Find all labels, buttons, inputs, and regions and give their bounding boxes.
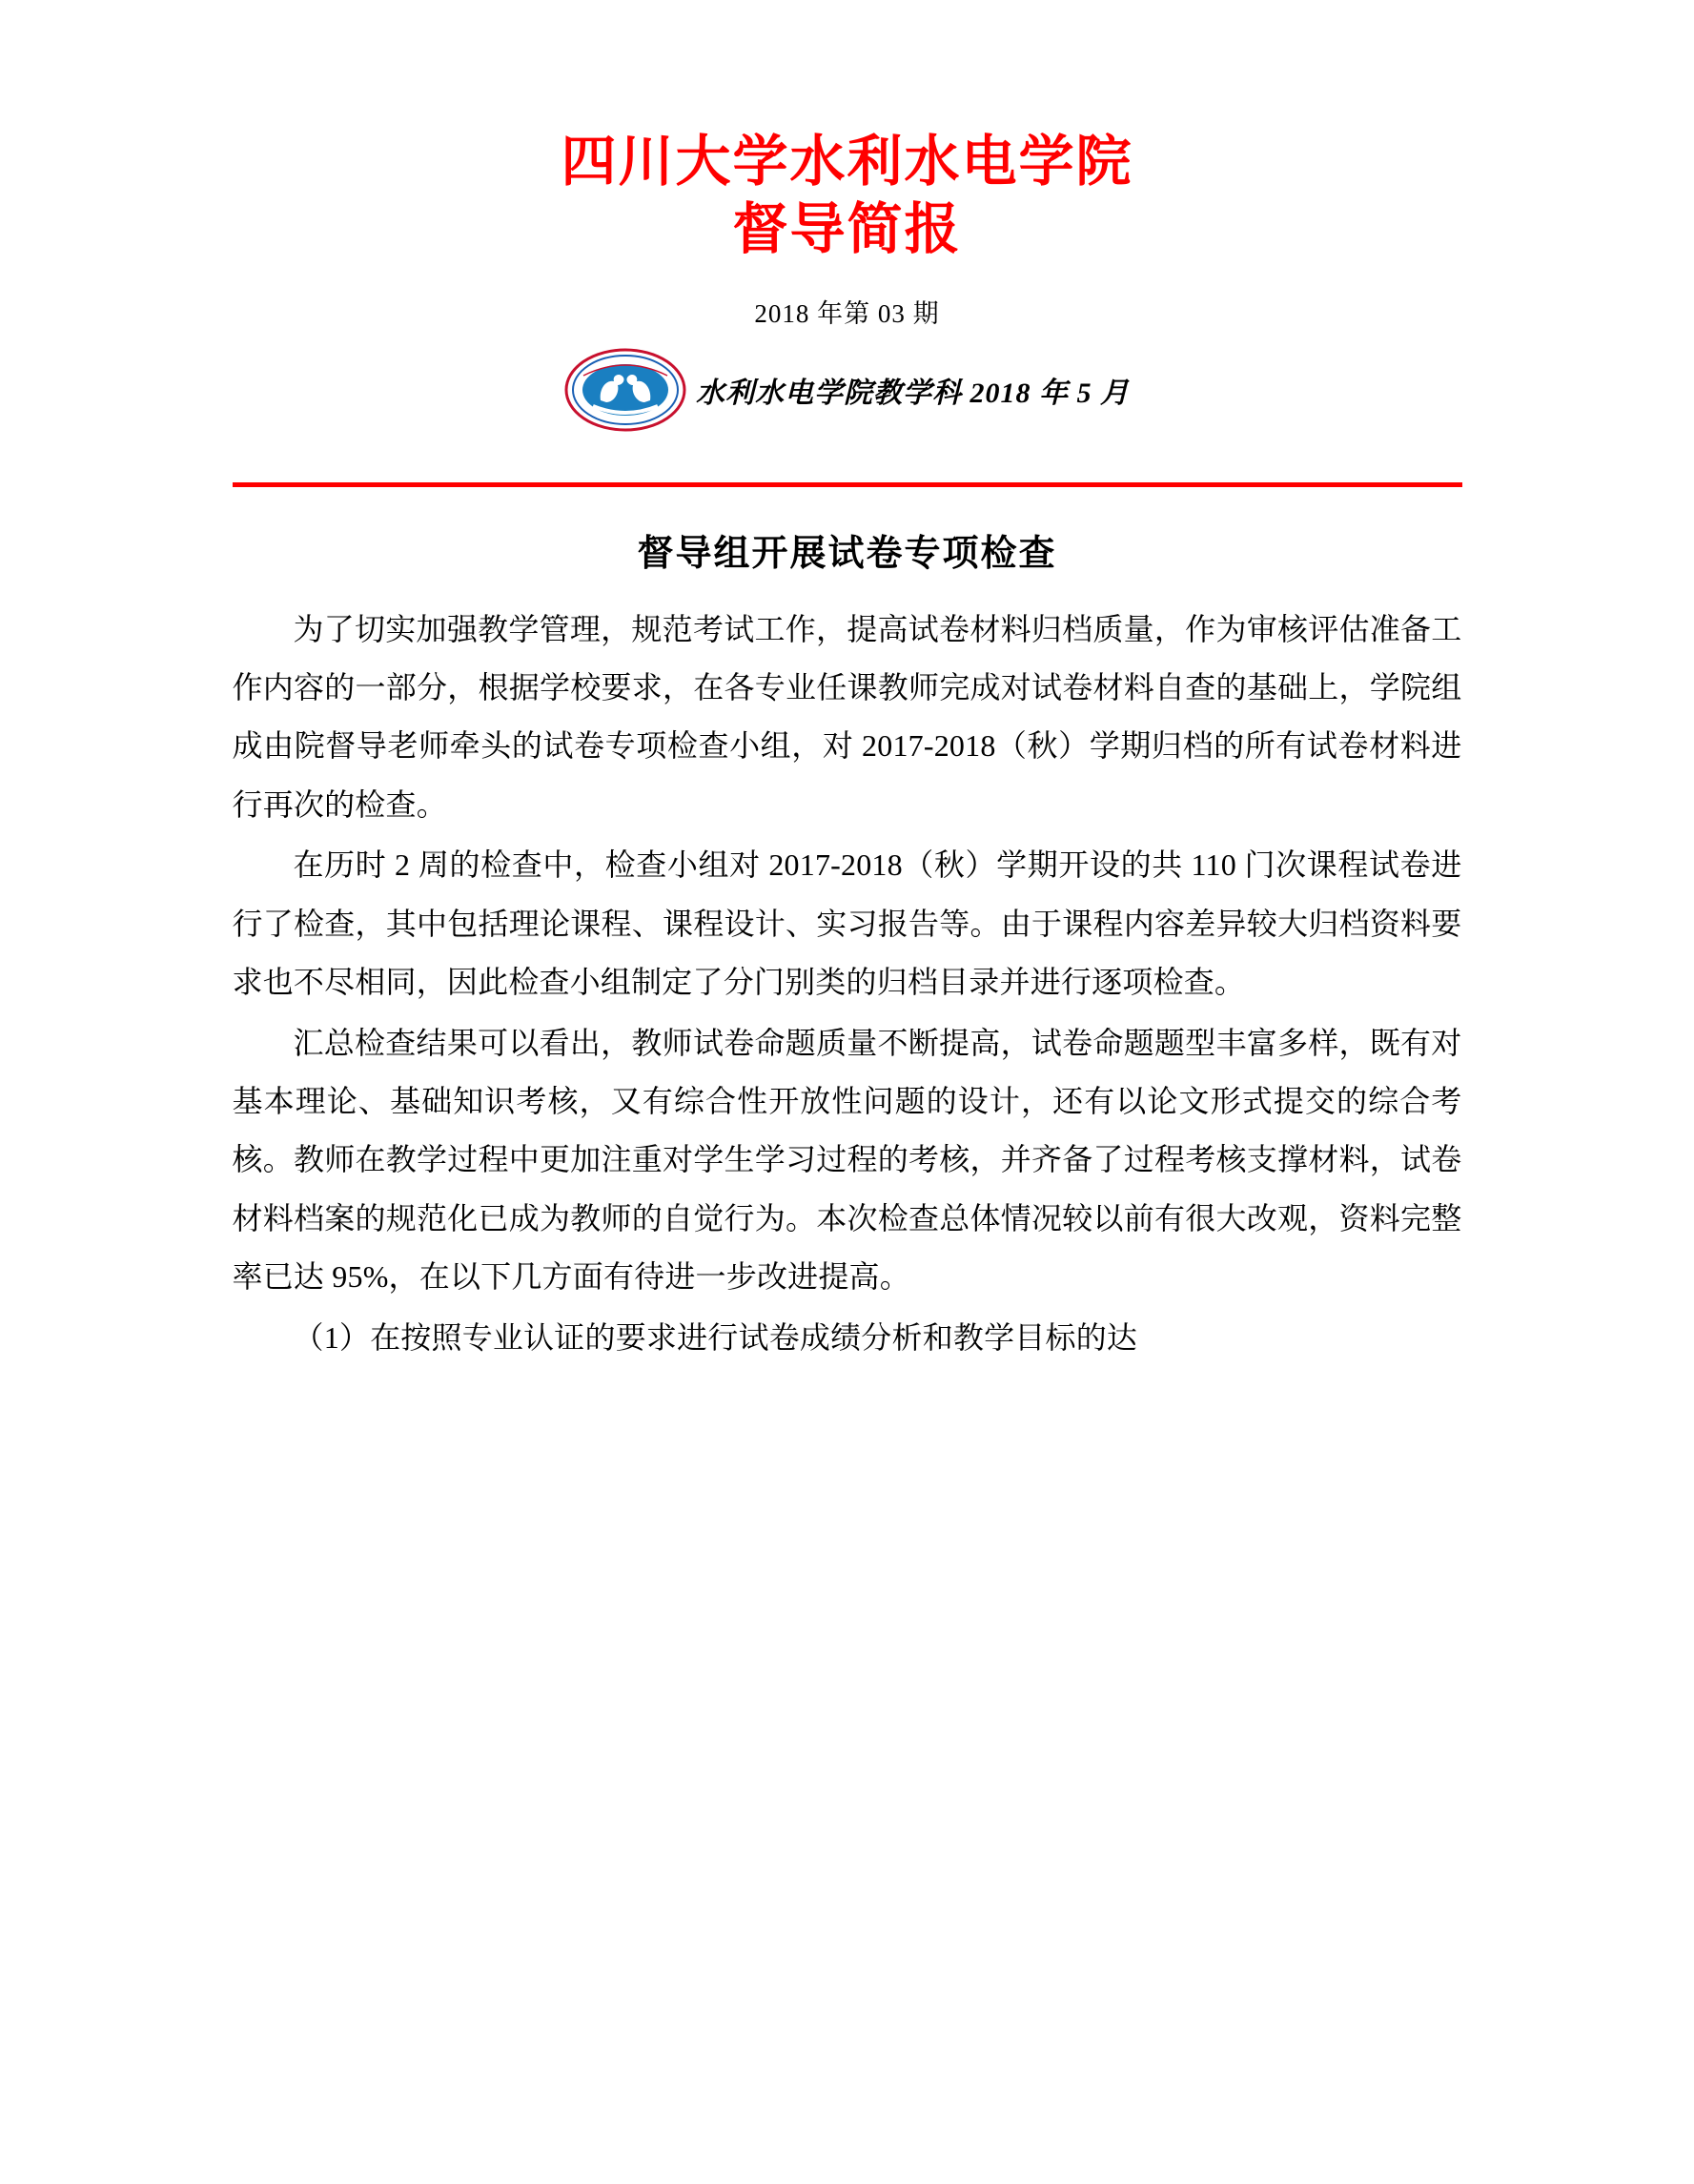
paragraph: 汇总检查结果可以看出，教师试卷命题质量不断提高，试卷命题题型丰富多样，既有对基本理论、基础知识考核，又有综合性开放性问题的设计，还有以论文形式提交的综合考核。教师在教学过程中更加注重对学生学习过程的考核，并齐备了过程考核支撑材料，试卷材料档案的规范化已成为教师的自觉行为。本次检查总体情况较以前有很大改观，资料完整率已达 95%，在以下几方面有待进一步改进提高。	[232, 1025, 1462, 1295]
red-divider-rule	[233, 482, 1462, 487]
article-title: 督导组开展试卷专项检查	[637, 533, 1057, 574]
department-date-line: 水利水电学院教学科 2018 年 5 月	[696, 377, 1130, 409]
paragraph: 在历时 2 周的检查中，检查小组对 2017-2018（秋）学期开设的共 110 门次课程试卷进行了检查，其中包括理论课程、课程设计、实习报告等。由于课程内容差异较大归档资料要求也不尽相同，因此检查小组制定了分门别类的归档目录并进行逐项检查。	[232, 847, 1462, 1000]
masthead	[191, 0, 1503, 264]
article-body	[233, 601, 1462, 1368]
masthead-title-line-2: 督导简报	[732, 197, 962, 260]
masthead-title-line-1: 四川大学水利水电学院	[561, 131, 1133, 193]
swan-emblem-icon	[564, 347, 686, 433]
paragraph: 为了切实加强教学管理，规范考试工作，提高试卷材料归档质量，作为审核评估准备工作内容的一部分，根据学校要求，在各专业任课教师完成对试卷材料自查的基础上，学院组成由院督导老师牵头的试卷专项检查小组，对 2017-2018（秋）学期归档的所有试卷材料进行再次的检查。	[232, 611, 1462, 822]
issue-number: 2018 年第 03 期	[754, 298, 940, 328]
logo-and-department-row	[191, 347, 1503, 433]
paragraph: （1）在按照专业认证的要求进行试卷成绩分析和教学目标的达	[293, 1319, 1138, 1355]
